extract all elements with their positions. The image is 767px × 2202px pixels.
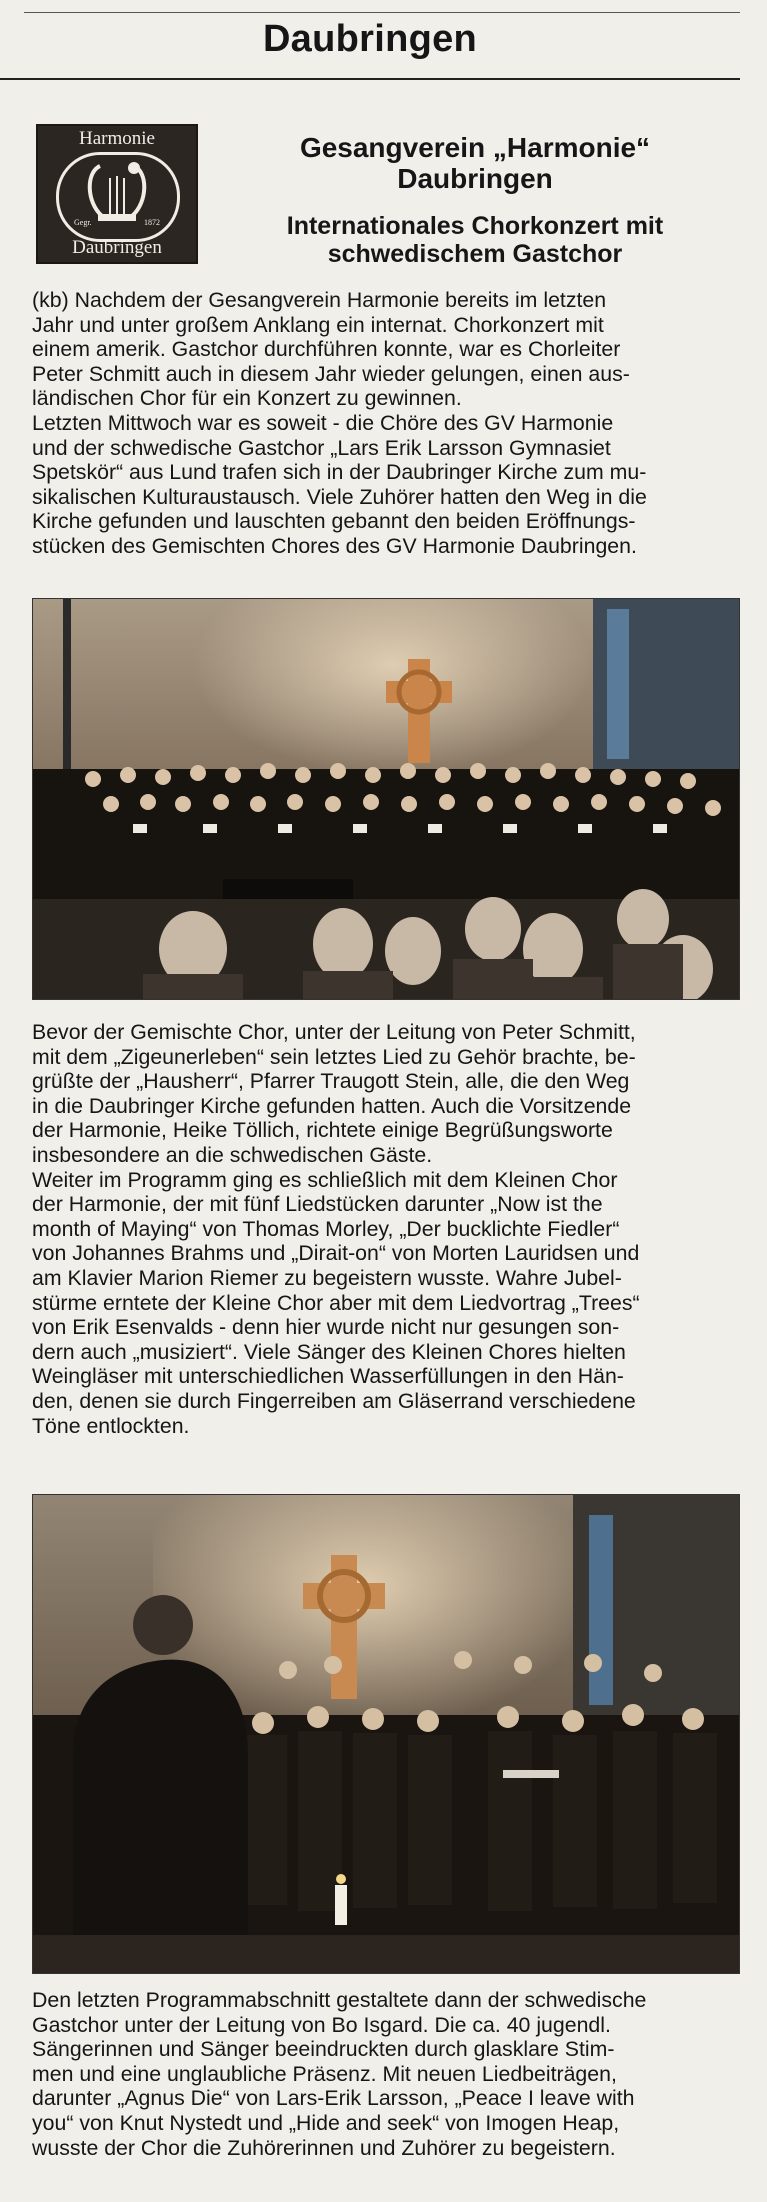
lyre-icon	[82, 158, 152, 230]
header-rule	[24, 12, 740, 13]
logo-top-text: Harmonie	[79, 128, 155, 149]
article-paragraph: Den letzten Programmabschnitt gestaltete dann der schwedische Gastchor unter der Leitung von Bo Isgard. Die ca. 40 jugendl. Sängerinnen und Sänger beeindruckten durch glasklare Stim- men und eine unglaubliche Präsenz. Mit neuen Liedbeiträgen, darunter „Agnus Die“ von Lars-Erik Larsson, „Peace I leave with you“ von Knut Nystedt und „Hide and seek“ von Imogen Heap, wusste der Chor die Zuhörerinnen und Zuhörer zu begeistern.	[32, 1988, 647, 2160]
section-title: Daubringen	[262, 18, 478, 60]
logo-year-right: 1872	[144, 218, 160, 227]
concert-photo-small-choir	[32, 1494, 740, 1974]
article-headline: Gesangverein „Harmonie“ Daubringen	[299, 132, 651, 195]
article-paragraph: (kb) Nachdem der Gesangverein Harmonie bereits im letzten Jahr und unter großem Anklang ein internat. Chorkonzert mit einem amerik. Gastchor durchführen konnte, war es Chorleiter Peter Schmitt auch in diesem Jahr wieder gelungen, einen aus- ländischen Chor für ein Konzert zu gewinnen. Letzten Mittwoch war es soweit - die Chöre des GV Harmonie und der schwedische Gastchor „Lars Erik Larsson Gymnasiet Spetskör“ aus Lund trafen sich in der Daubringer Kirche zum mu- sikalischen Kulturaustausch. Viele Zuhörer hatten den Weg in die Kirche gefunden und lauschten gebannt den beiden Eröffnungs- stücken des Gemischten Chores des GV Harmonie Daubringen.	[32, 288, 647, 558]
article-subheadline: Internationales Chorkonzert mit schwedischem Gastchor	[286, 212, 664, 268]
logo-bottom-text: Daubringen	[72, 237, 162, 258]
choir-logo	[36, 124, 198, 264]
article-paragraph: Bevor der Gemischte Chor, unter der Leitung von Peter Schmitt, mit dem „Zigeunerleben“ sein letztes Lied zu Gehör brachte, be- grüßte der „Hausherr“, Pfarrer Traugott Stein, alle, die den Weg in die Daubringer Kirche gefunden hatten. Auch die Vorsitzende der Harmonie, Heike Töllich, richtete einige Begrüßungsworte insbesondere an die schwedischen Gäste. Weiter im Programm ging es schließlich mit dem Kleinen Chor der Harmonie, der mit fünf Liedstücken darunter „Now ist the month of Maying“ von Thomas Morley, „Der bucklichte Fiedler“ von Johannes Brahms und „Dirait-on“ von Morten Lauridsen und am Klavier Marion Riemer zu begeistern wusste. Wahre Jubel- stürme erntete der Kleine Chor aber mit dem Liedvortrag „Trees“ von Erik Esenvalds - denn hier wurde nicht nur gesungen son- dern auch „musiziert“. Viele Sänger des Kleinen Chores hielten Weingläser mit unterschiedlichen Wasserfüllungen in den Hän- den, denen sie durch Fingerreiben am Gläserrand verschiedene Töne entlockten.	[32, 1020, 640, 1438]
concert-photo-mixed-choir	[32, 598, 740, 1000]
section-header	[0, 0, 740, 80]
logo-year-left: Gegr.	[74, 218, 92, 227]
